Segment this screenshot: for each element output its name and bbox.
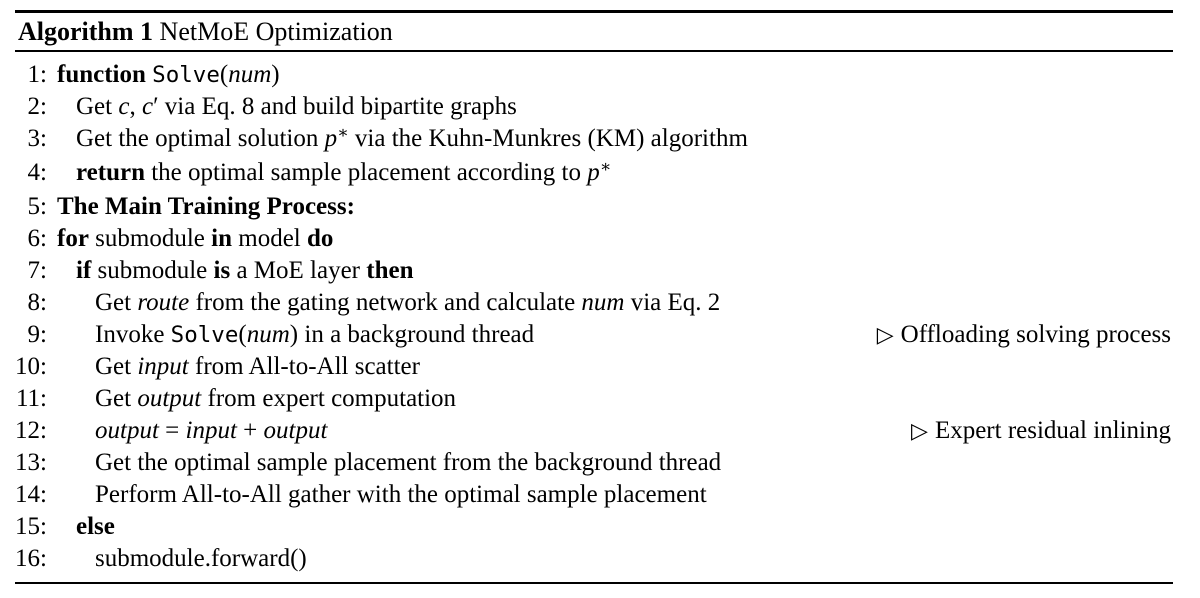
bottom-rule [15, 582, 1173, 584]
algorithm-line [15, 383, 1173, 415]
algorithm-line [15, 255, 1173, 287]
algorithm-caption [15, 13, 1173, 50]
line-segment: submodule [88, 225, 212, 252]
line-number: 10: [15, 353, 47, 380]
algorithm-line [15, 319, 1173, 351]
line-segment: c [141, 93, 154, 120]
line-segment: a MoE layer [230, 257, 367, 284]
line-segment: function [57, 61, 153, 88]
line-content [57, 319, 534, 351]
algorithm-line [15, 447, 1173, 479]
line-segment: if [76, 257, 92, 284]
line-content [57, 479, 707, 511]
line-segment: return [76, 159, 145, 186]
line-segment: via the Kuhn-Munkres (KM) algorithm [348, 125, 748, 152]
comment-text: Offloading solving process [900, 321, 1171, 348]
line-number: 12: [15, 417, 47, 444]
algorithm-body [15, 52, 1173, 582]
line-segment: Get [95, 289, 138, 316]
algorithm-line [15, 91, 1173, 123]
line-content [57, 255, 413, 287]
line-number: 16: [15, 545, 47, 572]
line-number: 8: [27, 289, 47, 316]
line-segment: num [228, 61, 272, 88]
comment-text: Expert residual inlining [934, 417, 1171, 444]
line-segment: via Eq. 8 and build bipartite graphs [158, 93, 517, 120]
line-segment: Get [95, 353, 138, 380]
line-segment: output [137, 385, 202, 412]
algorithm-panel [15, 10, 1173, 584]
line-segment: else [76, 513, 115, 540]
algorithm-line [15, 415, 1173, 447]
line-number: 11: [15, 385, 47, 412]
line-segment: p [587, 159, 600, 186]
comment-triangle-icon: ▷ [876, 322, 894, 347]
line-segment: Get the optimal sample placement from the background thread [95, 449, 722, 476]
line-segment: for [57, 225, 89, 252]
line-content [57, 59, 280, 91]
algorithm-title: NetMoE Optimization [159, 17, 393, 46]
algorithm-line [15, 479, 1173, 511]
line-number: 15: [15, 513, 47, 540]
algorithm-line [15, 191, 1173, 223]
algorithm-line [15, 123, 1173, 157]
algorithm-line [15, 223, 1173, 255]
line-segment: Get [76, 93, 119, 120]
algorithm-label: Algorithm 1 [18, 17, 154, 46]
line-content [57, 415, 327, 447]
line-content [57, 223, 333, 255]
line-number: 2: [27, 93, 47, 120]
line-segment: then [366, 257, 414, 284]
line-segment: num [246, 321, 290, 348]
line-segment: Solve [152, 62, 220, 88]
line-segment: ( [238, 321, 247, 348]
line-segment: = [158, 417, 186, 444]
line-segment: c [118, 93, 130, 120]
line-segment: from expert computation [201, 385, 457, 412]
line-segment: ( [219, 61, 229, 88]
line-segment: the optimal sample placement according to [144, 159, 588, 186]
line-segment: from All-to-All scatter [188, 353, 420, 380]
line-segment: route [137, 289, 190, 316]
line-segment: Get the optimal solution [76, 125, 325, 152]
line-segment: Solve [170, 322, 239, 348]
line-segment: input [137, 353, 189, 380]
line-segment: , [129, 93, 142, 120]
line-segment: model [232, 225, 307, 252]
line-segment: num [581, 289, 625, 316]
line-segment: ) [271, 61, 280, 88]
line-comment [877, 319, 1173, 351]
algorithm-line [15, 287, 1173, 319]
line-content [57, 191, 355, 223]
line-segment: in [211, 225, 232, 252]
line-segment: submodule.forward() [95, 545, 307, 572]
line-segment: ′ [153, 93, 159, 120]
line-number: 4: [27, 159, 47, 186]
line-content [57, 157, 611, 191]
algorithm-line [15, 511, 1173, 543]
line-number: 5: [27, 193, 47, 220]
line-segment: + [236, 417, 264, 444]
line-content [57, 447, 721, 479]
line-segment: ) in a background thread [289, 321, 535, 348]
algorithm-line [15, 543, 1173, 575]
line-number: 13: [15, 449, 47, 476]
line-segment: output [263, 417, 328, 444]
line-segment: ∗ [599, 156, 612, 176]
line-content [57, 123, 748, 157]
line-number: 1: [27, 61, 47, 88]
line-segment: The Main Training Process: [57, 193, 355, 220]
algorithm-line [15, 59, 1173, 91]
line-segment: output [95, 417, 159, 444]
line-number: 6: [27, 225, 47, 252]
line-number: 9: [27, 321, 47, 348]
line-content [57, 383, 456, 415]
algorithm-line [15, 351, 1173, 383]
line-content [57, 543, 307, 575]
line-segment: submodule [91, 257, 214, 284]
line-segment: do [307, 225, 334, 252]
line-content [57, 511, 115, 543]
algorithm-line [15, 157, 1173, 191]
line-number: 3: [27, 125, 47, 152]
line-segment: is [213, 257, 231, 284]
line-content [57, 287, 720, 319]
line-number: 7: [27, 257, 47, 284]
line-content [57, 91, 517, 123]
line-segment: from the gating network and calculate [189, 289, 582, 316]
comment-triangle-icon: ▷ [911, 418, 928, 443]
line-segment: Get [95, 385, 138, 412]
line-number: 14: [15, 481, 47, 508]
line-segment: p [324, 125, 338, 152]
line-segment: input [185, 417, 237, 444]
line-segment: Perform All-to-All gather with the optimal sample placement [95, 481, 707, 508]
line-segment: via Eq. 2 [624, 289, 721, 316]
line-comment [911, 415, 1173, 447]
line-segment: Invoke [95, 321, 171, 348]
line-content [57, 351, 420, 383]
line-segment: ∗ [337, 122, 349, 142]
